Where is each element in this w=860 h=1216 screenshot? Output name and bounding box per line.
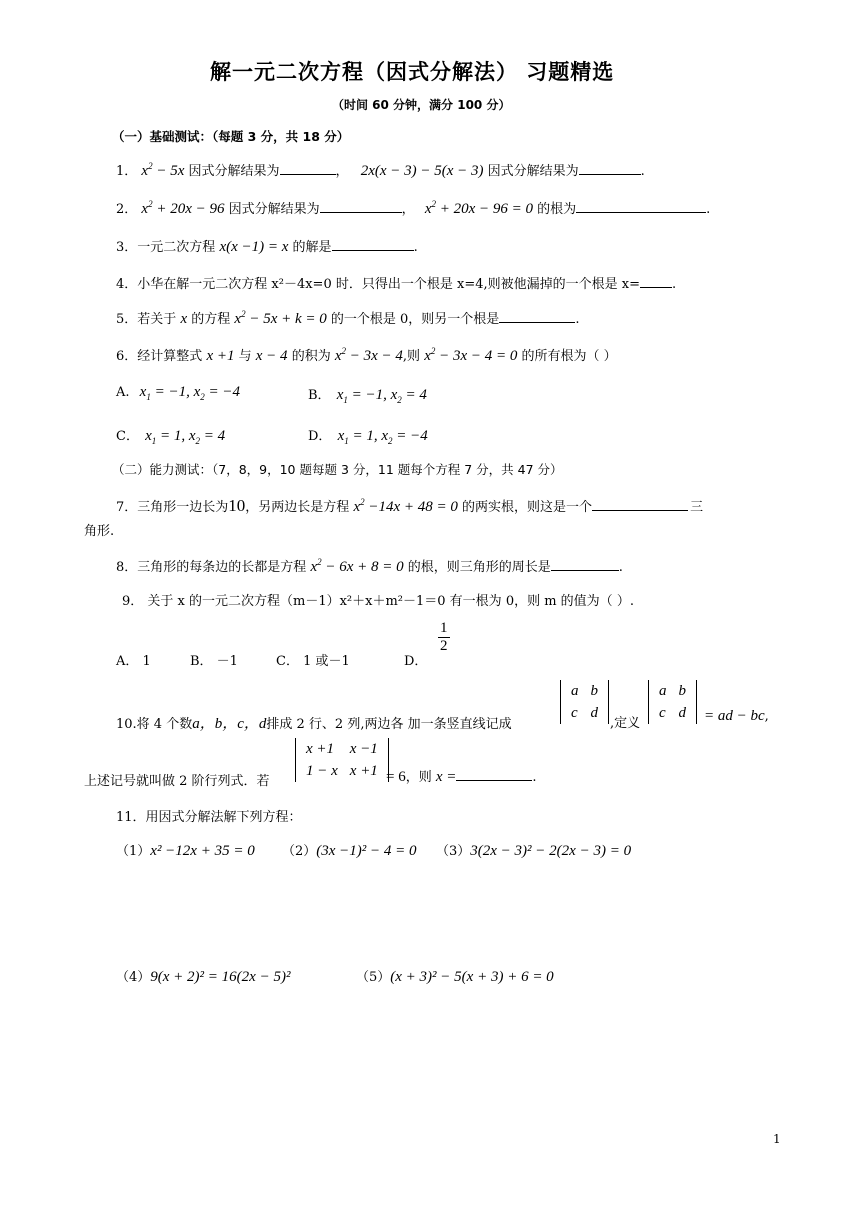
question-8: 8．三角形的每条边的长都是方程 $x^2 - 6x + 8 = 0$ 的根，则三角形的周长是 . (116, 557, 623, 575)
answer-blank[interactable] (640, 275, 672, 288)
option-b[interactable]: B． $x_1 = -1$, $x_2 = 4$ (308, 387, 427, 405)
question-10: 10.将 4 个数a，b，c，d排成 2 行、2 列,两边各 加一条竖直线记成 (116, 716, 512, 732)
question-7: 7．三角形一边长为10，另两边长是方程 $x^2 -14x + 48 = 0$ 的两实根，则这是一个 三 (116, 496, 704, 515)
answer-blank[interactable] (576, 200, 706, 213)
determinant-formula: = ad − bc, (704, 708, 769, 724)
option-c[interactable]: C． 1 或－1 (276, 654, 350, 669)
option-b[interactable]: B． －1 (190, 654, 238, 669)
question-6: 6．经计算整式 x +1 与 x − 4 的积为 $x^2 - 3x - 4$,则 $x^2 - 3x - 4 = 0$ 的所有根为（ ） (116, 346, 617, 364)
question-1: 1． $x^2 - 5x$ 因式分解结果为 ， 2x(x − 3) − 5(x − 3) 因式分解结果为 . (116, 161, 645, 179)
answer-blank[interactable] (320, 200, 402, 213)
question-10-define: ,定义 (610, 716, 641, 731)
option-d[interactable]: D． (404, 654, 428, 669)
answer-blank[interactable] (592, 498, 688, 511)
determinant-definition: a b c d (648, 680, 697, 724)
question-3: 3．一元二次方程 x(x −1) = x 的解是 . (116, 239, 418, 255)
equation-1: （1）x² −12x + 35 = 0 (116, 843, 255, 859)
answer-blank[interactable] (579, 162, 641, 175)
question-11: 11．用因式分解法解下列方程： (116, 810, 302, 825)
equation-3: （3）3(2x − 3)² − 2(2x − 3) = 0 (436, 843, 632, 859)
option-c[interactable]: C． $x_1 = 1$, $x_2 = 4$ (116, 428, 226, 446)
question-2: 2． $x^2 + 20x - 96$ 因式分解结果为 ， $x^2 + 20x - 96 = 0$ 的根为 . (116, 199, 711, 217)
answer-blank[interactable] (332, 238, 414, 251)
answer-blank[interactable] (551, 558, 619, 571)
equation-5: （5）(x + 3)² − 5(x + 3) + 6 = 0 (356, 969, 554, 985)
question-7-cont: 角形. (84, 524, 115, 539)
equation-2: （2）(3x −1)² − 4 = 0 (282, 843, 417, 859)
option-d[interactable]: D． $x_1 = 1$, $x_2 = -4$ (308, 428, 428, 446)
section-2-heading: （二）能力测试：（7，8，9，10 题每题 3 分，11 题每个方程 7 分，共 47 分） (112, 462, 563, 477)
answer-blank[interactable] (456, 768, 532, 781)
page-subtitle: （时间 60 分钟，满分 100 分） (332, 98, 511, 112)
question-9: 9． 关于 x 的一元二次方程（m－1）x²＋x＋m²－1＝0 有一根为 0，则 m 的值为（ ）. (122, 594, 634, 609)
question-10-cont: 上述记号就叫做 2 阶行列式．若 (84, 774, 270, 789)
answer-blank[interactable] (499, 310, 575, 323)
fraction-one-half: $\frac{1}{2}$ (440, 620, 448, 654)
determinant-given: x +1 x −1 1 − x x +1 (295, 738, 389, 782)
question-5: 5．若关于 x 的方程 $x^2 - 5x + k = 0$ 的一个根是 0，则另一个根是 . (116, 309, 580, 327)
page-title: 解一元二次方程（因式分解法） 习题精选 (210, 60, 615, 84)
question-10-eq: = 6，则 x = . (386, 769, 537, 785)
answer-blank[interactable] (280, 162, 336, 175)
page-number: 1 (773, 1132, 781, 1146)
section-1-heading: （一）基础测试：（每题 3 分，共 18 分） (112, 129, 350, 144)
option-a[interactable]: A． 1 (116, 654, 151, 669)
determinant-notation: a b c d (560, 680, 609, 724)
question-4: 4．小华在解一元二次方程 x²－4x=0 时．只得出一个根是 x=4,则被他漏掉的一个根是 x= . (116, 277, 677, 292)
option-a[interactable]: A. $x_1 = -1$, $x_2 = -4$ (116, 384, 240, 402)
equation-4: （4）9(x + 2)² = 16(2x − 5)² (116, 969, 291, 985)
